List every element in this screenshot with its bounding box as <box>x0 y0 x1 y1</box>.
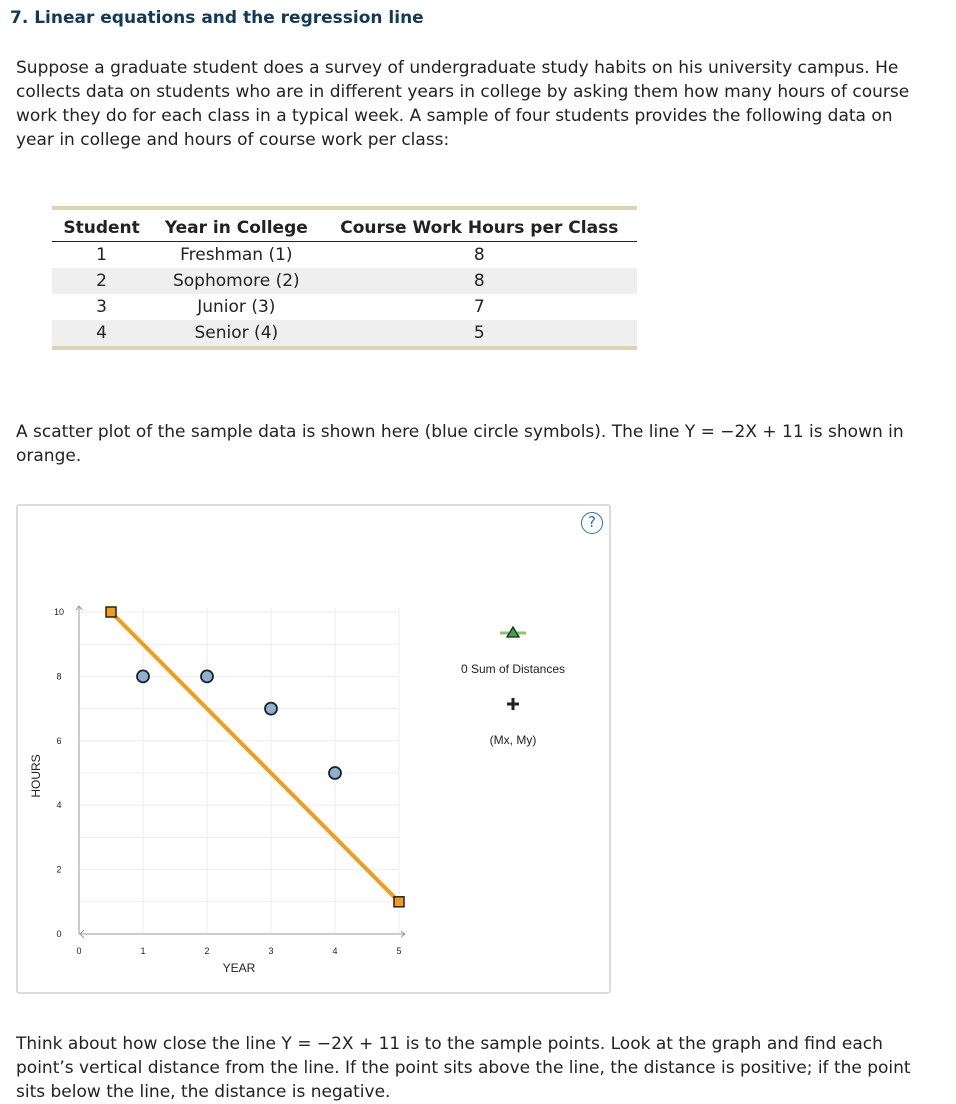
cell-year: Freshman (1) <box>180 245 293 265</box>
scatter-chart <box>18 506 609 992</box>
x-tick-label: 4 <box>332 946 338 956</box>
line-handle[interactable] <box>394 897 404 907</box>
data-point <box>137 670 149 682</box>
instructions-paragraph: Think about how close the line Y = −2X + 11 is to the sample points. Look at the graph and find each point’s vertical distance from the line. If the point sits above the line, the distance is positive; if the point sits below the line, the distance is negative. <box>16 1034 911 1102</box>
table-row <box>52 268 637 294</box>
x-axis-label: YEAR <box>222 961 256 975</box>
table-row <box>52 294 637 320</box>
x-tick-label: 5 <box>396 946 402 956</box>
mean-point-label: (Mx, My) <box>489 733 537 747</box>
cell-year: Junior (3) <box>197 297 276 317</box>
table-row <box>52 320 637 346</box>
sum-of-distances-label: 0 Sum of Distances <box>460 662 566 676</box>
table-row <box>52 242 637 269</box>
cell-year: Senior (4) <box>151 320 321 346</box>
y-tick-label: 0 <box>56 929 62 939</box>
x-tick-label: 1 <box>140 946 146 956</box>
y-tick-label: 4 <box>56 800 62 811</box>
x-tick-label: 3 <box>268 946 274 956</box>
axes <box>54 606 405 956</box>
regression-line <box>111 612 399 902</box>
cell-student: 2 <box>52 268 151 294</box>
cell-year: Sophomore (2) <box>151 268 321 294</box>
y-tick-label: 8 <box>56 671 62 682</box>
graph-panel <box>16 504 611 994</box>
cell-student: 4 <box>52 320 151 346</box>
help-button[interactable]: ? <box>581 512 603 534</box>
x-tick-label: 0 <box>76 946 82 956</box>
scatter-description: A scatter plot of the sample data is shown here (blue circle symbols). The line Y = −2X + 11 is shown in orange. <box>16 422 904 466</box>
y-tick-label: 6 <box>56 735 62 746</box>
header-student: Student <box>52 210 151 242</box>
header-hours: Course Work Hours per Class <box>322 210 637 242</box>
sum-of-distances-tool[interactable] <box>500 627 526 637</box>
cell-hours: 8 <box>322 268 637 294</box>
intro-paragraph: Suppose a graduate student does a survey of undergraduate study habits on his university campus. He collects data on students who are in different years in college by asking them how many hours of course work they do for each class in a typical week. A sample of four students provides the following data on year in college and hours of course work per class: <box>16 58 910 150</box>
cell-student: 1 <box>96 245 107 265</box>
plus-icon <box>507 698 519 710</box>
data-point <box>329 767 341 779</box>
data-points <box>137 670 341 779</box>
data-table-container <box>52 206 637 350</box>
data-table <box>52 210 637 346</box>
y-tick-label: 10 <box>53 607 65 617</box>
x-tick-label: 2 <box>204 946 210 956</box>
cell-hours: 7 <box>473 297 485 317</box>
y-axis-label: HOURS <box>29 754 43 798</box>
mean-point-tool[interactable] <box>507 698 519 710</box>
cell-hours: 8 <box>473 245 485 265</box>
data-point <box>265 703 277 715</box>
page-title: 7. Linear equations and the regression line <box>10 8 424 28</box>
line-handle[interactable] <box>106 607 116 617</box>
grid <box>79 608 399 934</box>
cell-student: 3 <box>96 297 107 317</box>
regression-line-group <box>106 607 404 907</box>
y-tick-label: 2 <box>56 864 62 875</box>
header-year: Year in College <box>151 210 321 242</box>
data-point <box>201 670 213 682</box>
cell-hours: 5 <box>322 320 637 346</box>
